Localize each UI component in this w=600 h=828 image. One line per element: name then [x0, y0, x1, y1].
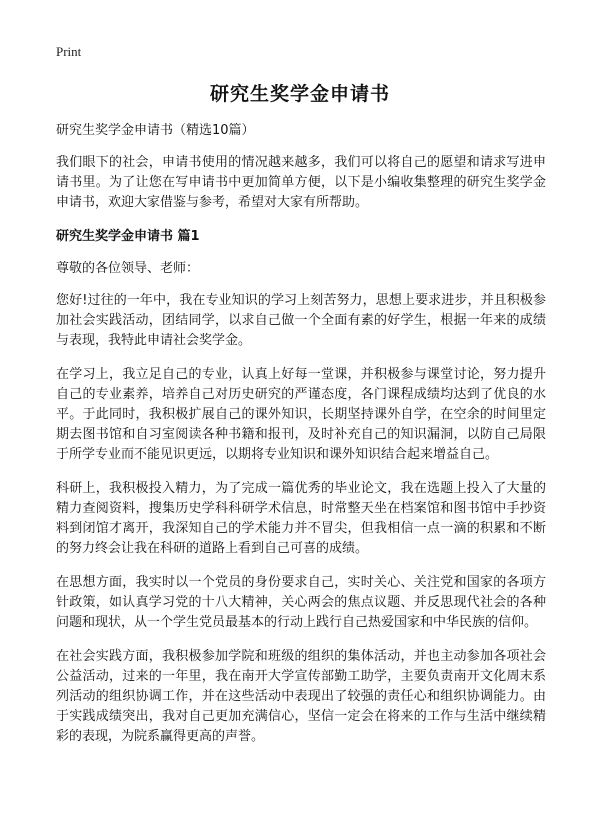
body-paragraph: 在学习上，我立足自己的专业，认真上好每一堂课，并积极参与课堂讨论，努力提升自己的专业素养，培养自己对历史研究的严谨态度，各门课程成绩均达到了优良的水平。于此同时，我积极扩展自己的课外知识，长期坚持课外自学，在空余的时间里定期去图书馆和自习室阅读各种书籍和报刊，及时补充自己的知识漏洞，以防自己局限于所学专业而不能见识更远，以期将专业知识和课外知识结合起来增益自己。: [56, 367, 546, 462]
article-body: [56, 121, 546, 761]
intro-paragraph: 我们眼下的社会，申请书使用的情况越来越多，我们可以将自己的愿望和请求写进申请书里。为了让您在写申请书中更加简单方便，以下是小编收集整理的研究生奖学金申请书，欢迎大家借鉴与参考，希望对大家有所帮助。: [56, 155, 546, 210]
page-title: 研究生奖学金申请书: [209, 83, 390, 105]
body-paragraph: 在思想方面，我实时以一个党员的身份要求自己，实时关心、关注党和国家的各项方针政策，如认真学习党的十八大精神，关心两会的焦点议题、并反思现代社会的各种问题和现状，从一个学生党员最基本的行动上践行自己热爱国家和中华民族的信仰。: [56, 575, 546, 630]
article-subtitle: 研究生奖学金申请书（精选10篇）: [56, 123, 255, 138]
salutation: 尊敬的各位领导、老师：: [56, 261, 200, 276]
body-paragraph: 在社会实践方面，我积极参加学院和班级的组织的集体活动，并也主动参加各项社会公益活动，过来的一年里，我在南开大学宣传部勤工助学，主要负责南开文化周末系列活动的组织协调工作，并在这些活动中表现出了较强的责任心和组织协调能力。由于实践成绩突出，我对自己更加充满信心，坚信一定会在将来的工作与生活中继续精彩的表现，为院系赢得更高的声誉。: [56, 649, 546, 744]
body-paragraph: 科研上，我积极投入精力，为了完成一篇优秀的毕业论文，我在选题上投入了大量的精力查阅资料，搜集历史学科科研学术信息，时常整天坐在档案馆和图书馆中手抄资料到闭馆才离开，我深知自己的学术能力并不冒尖，但我相信一点一滴的积累和不断的努力终会让我在科研的道路上看到自己可喜的成绩。: [56, 481, 546, 556]
print-link[interactable]: Print: [56, 44, 82, 59]
body-paragraph: 您好!过往的一年中，我在专业知识的学习上刻苦努力，思想上要求进步，并且积极参加社会实践活动，团结同学，以求自己做一个全面有素的好学生，根据一年来的成绩与表现，我特此申请社会奖学金。: [56, 293, 546, 348]
section-heading: 研究生奖学金申请书 篇1: [56, 229, 200, 244]
